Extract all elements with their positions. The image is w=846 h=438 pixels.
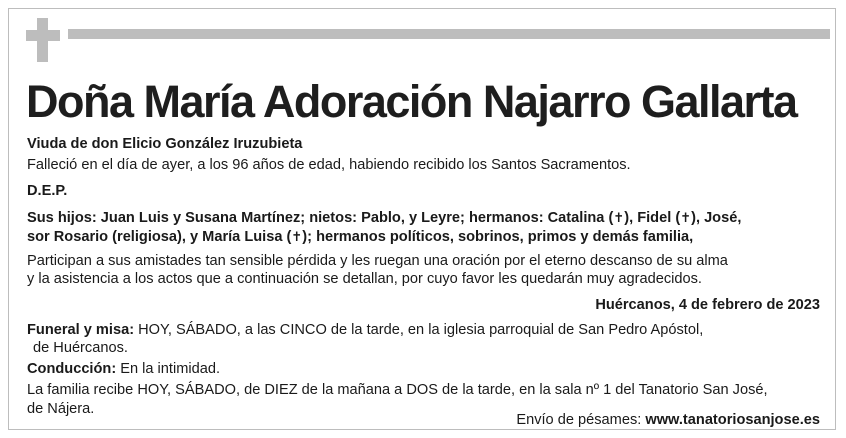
cross-symbol: ✝ [291,229,303,244]
condolences-link[interactable]: www.tanatoriosanjose.es [645,412,820,428]
family-text: ), José, [691,210,742,226]
cross-icon [26,18,60,62]
deceased-name: Doña María Adoración Najarro Gallarta [26,76,797,127]
funeral-line [27,321,827,340]
condolences-line [20,411,820,430]
death-line: Falleció en el día de ayer, a los 96 años de edad, habiendo recibido los Santos Sacramentos. [27,157,631,173]
condolences-label: Envío de pésames: [516,412,646,428]
funeral-label: Funeral y misa: [27,322,135,338]
conduccion-text: En la intimidad. [116,361,221,377]
header-rule [68,29,830,39]
funeral-text: HOY, SÁBADO, a las CINCO de la tarde, en la iglesia parroquial de San Pedro Apóstol, [134,322,704,338]
announce-line-2: y la asistencia a los actos que a continuación se detallan, por cuyo favor les quedarán muy agradecidos. [27,271,702,287]
family-text: Sus hijos: Juan Luis y Susana Martínez; nietos: Pablo, y Leyre; hermanos: Catalina ( [27,210,614,226]
vigil-line-1: La familia recibe HOY, SÁBADO, de DIEZ de la mañana a DOS de la tarde, en la sala nº 1 del Tanatorio San José, [27,382,768,398]
conduccion-line [27,360,827,379]
funeral-line-2: de Huércanos. [33,340,128,356]
vigil-line-2: de Nájera. [27,401,95,417]
conduccion-label: Conducción: [27,361,117,377]
dep-line: D.E.P. [27,183,68,199]
place-date: Huércanos, 4 de febrero de 2023 [595,297,820,313]
announce-line-1: Participan a sus amistades tan sensible pérdida y les ruegan una oración por el eterno descanso de su alma [27,253,728,269]
family-text: ); hermanos políticos, sobrinos, primos y demás familia, [302,229,694,245]
family-line-1 [27,208,827,228]
cross-symbol: ✝ [680,210,692,225]
family-line-2 [27,227,827,247]
family-text: ), Fidel ( [624,210,681,226]
cross-symbol: ✝ [613,210,625,225]
family-text: sor Rosario (religiosa), y María Luisa ( [27,229,292,245]
widow-line: Viuda de don Elicio González Iruzubieta [27,136,303,152]
